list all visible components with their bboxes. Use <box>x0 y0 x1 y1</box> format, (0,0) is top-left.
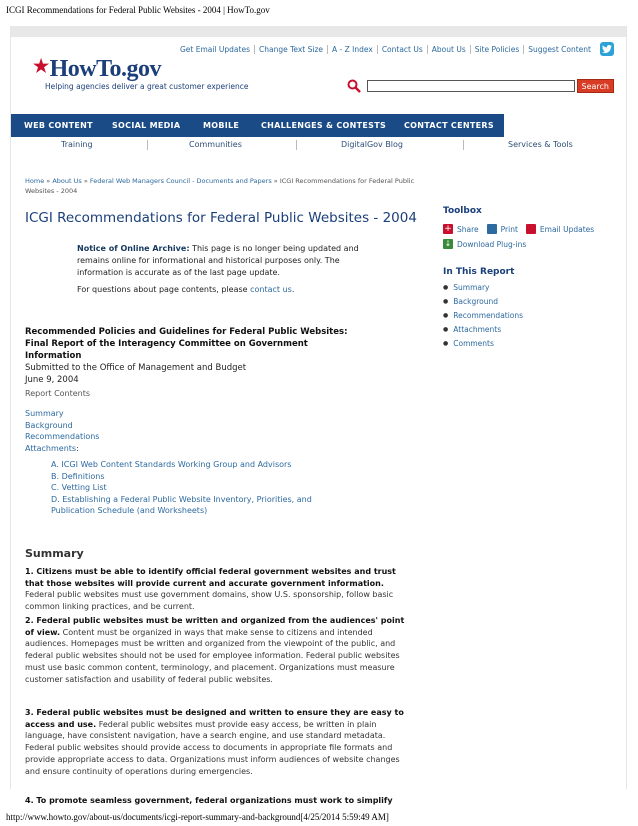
list-item <box>443 297 623 306</box>
attachment-c[interactable]: C. Vetting List <box>51 483 107 492</box>
report-title-line2: Final Report of the Interagency Committee on Government Information <box>25 339 308 361</box>
subnav-divider <box>296 140 297 150</box>
email-label: Email Updates <box>539 224 595 234</box>
report-link-comments[interactable]: ● Comments <box>453 339 494 348</box>
summary-item-3-text: Federal public websites must provide easy access, be written in plain language, have consistent navigation, have a search engine, and use standard metadata. Federal public websites should provide access to documents in appropriate file formats and provide appropriate access to data. Organizations must inform audiences of website changes and ensure continuity of operations during emergencies. <box>25 719 400 776</box>
download-label: Download Plug-ins <box>457 239 527 249</box>
archive-notice <box>77 243 377 296</box>
toc-background[interactable]: Background <box>25 420 73 430</box>
sub-nav <box>11 137 628 153</box>
summary-item-1-text: Federal public websites must use government domains, show U.S. sponsorship, follow basic common linking practices, and be current. <box>25 590 394 612</box>
download-icon: ↓ <box>444 239 452 248</box>
summary-heading: Summary <box>25 547 84 560</box>
sidebar <box>443 206 623 353</box>
summary-item-4 <box>25 795 415 807</box>
attachment-d[interactable]: D. Establishing a Federal Public Website Inventory, Priorities, and Publication Schedule (and Worksheets) <box>51 494 312 515</box>
breadcrumb: Home » About Us » Federal Web Managers Council - Documents and Papers » ICGI Recommendations for Federal Public Websites - 2004 <box>25 177 415 195</box>
attachments-list <box>51 459 351 517</box>
attachment-b[interactable]: B. Definitions <box>51 471 105 481</box>
subnav-training[interactable]: Training <box>61 140 93 149</box>
download-row <box>443 239 623 249</box>
email-updates-link[interactable] <box>526 224 594 234</box>
search-input[interactable] <box>367 80 575 92</box>
summary-item-3 <box>25 707 415 777</box>
report-link-background[interactable]: ● Background <box>453 297 498 306</box>
toc-recommendations[interactable]: Recommendations <box>25 432 100 441</box>
contact-us-link[interactable]: contact us <box>250 285 292 294</box>
share-label: Share <box>457 224 479 234</box>
utility-link-contact[interactable]: Contact Us <box>377 45 427 54</box>
notice-text: This page is no longer being updated and remains online for informational and historical purposes only. The information is accurate as of the last page update. <box>77 244 359 277</box>
report-heading <box>25 326 415 386</box>
share-icon: + <box>444 224 452 234</box>
twitter-icon[interactable] <box>600 42 614 56</box>
utility-link-text-size[interactable]: Change Text Size <box>254 45 327 54</box>
summary-item-2-bold: 2. Federal public websites must be written and organized from the audiences' point of view. <box>25 616 405 637</box>
search-button[interactable]: Search <box>577 79 614 93</box>
print-link[interactable] <box>487 224 518 234</box>
breadcrumb-home[interactable]: Home <box>25 177 45 185</box>
nav-challenges-contests[interactable]: CHALLENGES & CONTESTS <box>261 121 387 130</box>
report-link-recommendations[interactable]: ● Recommendations <box>453 311 524 320</box>
summary-item-1 <box>25 566 415 613</box>
subnav-digitalgov-blog[interactable]: DigitalGov Blog <box>341 140 403 149</box>
utility-nav <box>176 42 614 56</box>
report-date: June 9, 2004 <box>25 375 79 385</box>
breadcrumb-about[interactable]: About Us <box>52 177 82 185</box>
toc-colon: : <box>76 443 79 453</box>
summary-item-4-bold: 4. To promote seamless government, federal organizations must work to simplify <box>25 796 393 805</box>
report-link-summary[interactable]: ● Summary <box>453 283 490 292</box>
notice-questions: For questions about page contents, please <box>77 285 248 294</box>
top-bar <box>11 26 626 37</box>
summary-item-3-bold: 3. Federal public websites must be designed and written to ensure they are easy to access and use. <box>25 708 404 729</box>
page-title: ICGI Recommendations for Federal Public Websites - 2004 <box>25 210 417 226</box>
print-label: Print <box>500 224 518 234</box>
subnav-services-tools[interactable]: Services & Tools <box>508 140 573 149</box>
report-title-line1: Recommended Policies and Guidelines for Federal Public Websites: <box>25 327 348 337</box>
nav-mobile[interactable]: MOBILE <box>203 121 240 130</box>
summary-item-1-bold: 1. Citizens must be able to identify official federal government websites and trust that those websites will provide current and accurate government information. <box>25 567 396 588</box>
toc-summary[interactable]: Summary <box>25 409 64 418</box>
utility-link-az-index[interactable]: A - Z Index <box>327 45 377 54</box>
report-link-attachments[interactable]: ● Attachments <box>453 325 502 334</box>
in-this-report-heading: In This Report <box>443 267 515 277</box>
report-contents-label: Report Contents <box>25 389 91 398</box>
share-link[interactable] <box>443 224 479 234</box>
utility-link-suggest-content[interactable]: Suggest Content <box>523 45 595 54</box>
page-container <box>10 26 627 805</box>
toolbox-heading: Toolbox <box>443 206 482 216</box>
print-header: ICGI Recommendations for Federal Public Websites - 2004 | HowTo.gov <box>6 5 270 15</box>
in-this-report-list <box>443 283 623 348</box>
logo-title: HowTo.gov <box>49 56 161 82</box>
search-bar <box>347 79 614 93</box>
breadcrumb-council[interactable]: Federal Web Managers Council - Documents and Papers <box>89 177 272 185</box>
notice-label: Notice of Online Archive: <box>77 244 190 253</box>
search-icon <box>347 79 361 93</box>
howto-gov-logo[interactable] <box>33 56 248 91</box>
toc-attachments[interactable]: Attachments <box>25 443 77 453</box>
star-icon: ★ <box>33 56 49 76</box>
report-toc <box>25 408 99 454</box>
summary-item-2-text: Content must be organized in ways that make sense to citizens and intended audiences. Homepages must be written and organized from the viewpoint of the public, and federal public websites should not be used for employee information. Federal public websites must use basic common content, terminology, and placement. Organizations must measure customer satisfaction and usability of federal public websites. <box>25 627 400 684</box>
subnav-divider <box>147 140 148 150</box>
utility-link-about[interactable]: About Us <box>427 45 470 54</box>
main-nav <box>11 114 504 137</box>
report-submitted: Submitted to the Office of Management and Budget <box>25 363 247 373</box>
list-item <box>443 283 623 292</box>
print-footer: http://www.howto.gov/about-us/documents/icgi-report-summary-and-background[4/25/2014 5:59:49 AM] <box>6 812 389 822</box>
nav-web-content[interactable]: WEB CONTENT <box>24 121 93 130</box>
toolbox-row <box>443 224 623 234</box>
utility-link-site-policies[interactable]: Site Policies <box>470 45 524 54</box>
subnav-communities[interactable]: Communities <box>189 140 242 149</box>
list-item <box>443 311 623 320</box>
email-icon <box>526 224 536 234</box>
notice-end: . <box>291 285 295 294</box>
nav-contact-centers[interactable]: CONTACT CENTERS <box>404 121 494 130</box>
logo-tagline: Helping agencies deliver a great customer experience <box>45 82 249 91</box>
list-item <box>443 325 623 334</box>
nav-social-media[interactable]: SOCIAL MEDIA <box>112 121 181 130</box>
utility-link-email-updates[interactable]: Get Email Updates <box>179 44 250 54</box>
list-item <box>443 339 623 348</box>
print-icon <box>487 224 497 234</box>
subnav-divider <box>463 140 464 150</box>
download-plugins-link[interactable] <box>443 239 526 249</box>
attachment-a[interactable]: A. ICGI Web Content Standards Working Group and Advisors <box>51 460 292 469</box>
breadcrumb-current: ICGI Recommendations for Federal Public Websites - 2004 <box>25 177 415 195</box>
summary-item-2 <box>25 615 415 685</box>
